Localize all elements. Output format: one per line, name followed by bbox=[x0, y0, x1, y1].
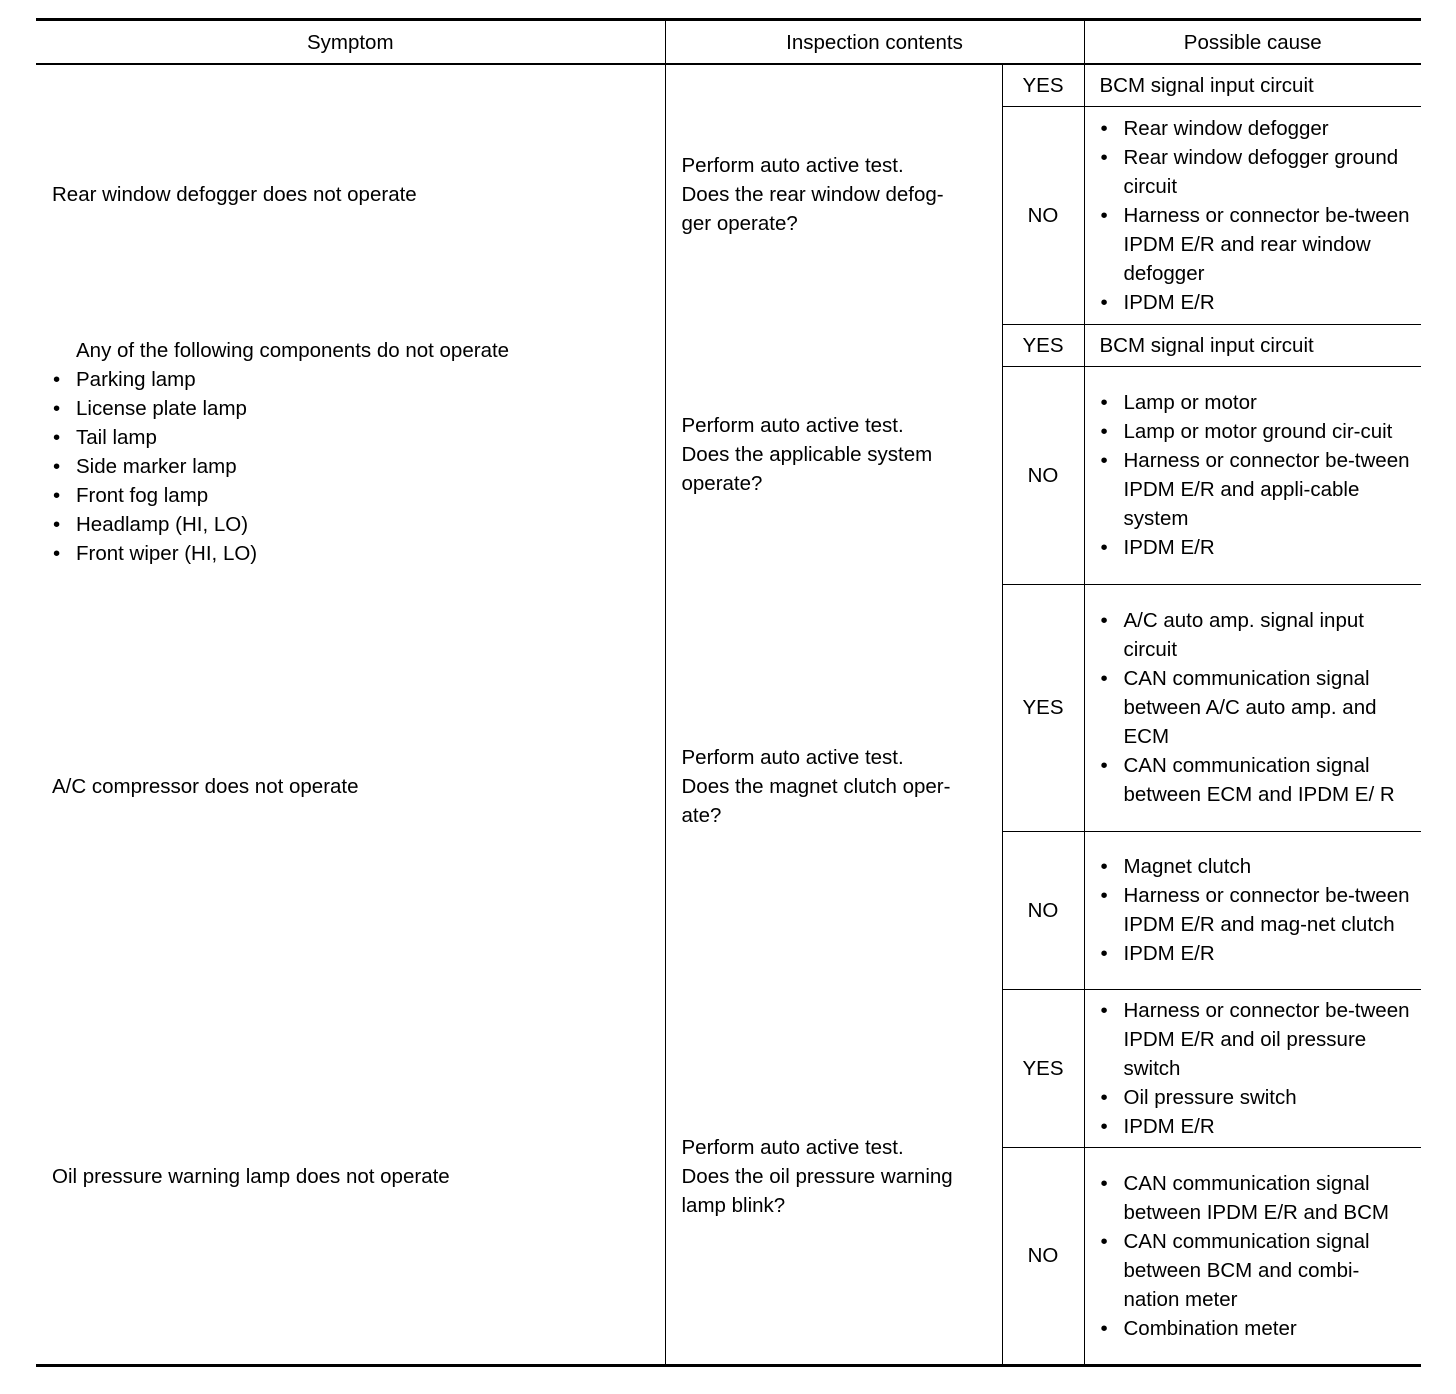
header-inspection: Inspection contents bbox=[665, 20, 1084, 65]
inspection-cell bbox=[665, 324, 1002, 584]
inspection-line: Perform auto active test. bbox=[681, 154, 904, 177]
table-row bbox=[36, 64, 1421, 106]
cause-item: • IPDM E/R bbox=[1100, 288, 1416, 317]
cause-item: • Rear window defogger ground circuit bbox=[1100, 143, 1416, 201]
table-row bbox=[36, 989, 1421, 1147]
inspection-line: operate? bbox=[681, 471, 763, 495]
cause-item: • Harness or connector be-tween IPDM E/R and oil pressure switch bbox=[1100, 996, 1416, 1083]
cause-item: • Harness or connector be-tween IPDM E/R and rear window defogger bbox=[1100, 201, 1416, 288]
cause-cell bbox=[1084, 989, 1421, 1147]
symptom-cell: Rear window defogger does not operate bbox=[36, 64, 665, 324]
inspection-line: Does the oil pressure warning bbox=[681, 1164, 953, 1188]
cause-cell bbox=[1084, 1147, 1421, 1365]
inspection-cell bbox=[665, 584, 1002, 989]
component-item: • Tail lamp bbox=[52, 423, 665, 452]
cause-item: • IPDM E/R bbox=[1100, 533, 1416, 562]
cause-item: • Rear window defogger bbox=[1100, 114, 1416, 143]
symptom-heading: Any of the following components do not operate bbox=[76, 339, 510, 362]
result-yes: YES bbox=[1002, 324, 1084, 366]
cause-item: • CAN communication signal between BCM and combi-nation meter bbox=[1100, 1227, 1416, 1314]
cause-item: • IPDM E/R bbox=[1100, 939, 1416, 968]
component-item: • Side marker lamp bbox=[52, 452, 665, 481]
component-item: • Headlamp (HI, LO) bbox=[52, 510, 665, 539]
inspection-cell bbox=[665, 64, 1002, 324]
cause-cell bbox=[1084, 106, 1421, 324]
component-item: • Parking lamp bbox=[52, 365, 665, 394]
header-cause: Possible cause bbox=[1084, 20, 1421, 65]
symptom-cell: A/C compressor does not operate bbox=[36, 584, 665, 989]
inspection-line: Does the rear window defog- bbox=[681, 183, 944, 206]
result-yes: YES bbox=[1002, 64, 1084, 106]
component-item: • License plate lamp bbox=[52, 394, 665, 423]
result-no: NO bbox=[1002, 831, 1084, 989]
result-no: NO bbox=[1002, 1147, 1084, 1365]
cause-item: • A/C auto amp. signal input circuit bbox=[1100, 606, 1416, 664]
cause-item: • Harness or connector be-tween IPDM E/R and mag-net clutch bbox=[1100, 881, 1416, 939]
symptom-cell bbox=[36, 324, 665, 584]
inspection-cell bbox=[665, 989, 1002, 1365]
result-no: NO bbox=[1002, 366, 1084, 584]
cause-cell: BCM signal input circuit bbox=[1084, 64, 1421, 106]
diagnosis-table bbox=[36, 18, 1421, 1367]
cause-item: • CAN communication signal between A/C auto amp. and ECM bbox=[1100, 664, 1416, 751]
header-row bbox=[36, 20, 1421, 65]
cause-cell: BCM signal input circuit bbox=[1084, 324, 1421, 366]
inspection-line: Perform auto active test. bbox=[681, 1135, 904, 1159]
cause-item: • IPDM E/R bbox=[1100, 1112, 1416, 1141]
component-item: • Front fog lamp bbox=[52, 481, 665, 510]
cause-cell bbox=[1084, 366, 1421, 584]
symptom-cell: Oil pressure warning lamp does not operate bbox=[36, 989, 665, 1365]
result-no: NO bbox=[1002, 106, 1084, 324]
inspection-line: ate? bbox=[681, 804, 722, 827]
inspection-line: Does the applicable system bbox=[681, 442, 933, 466]
table-row bbox=[36, 584, 1421, 831]
result-yes: YES bbox=[1002, 989, 1084, 1147]
cause-item: • CAN communication signal between IPDM E/R and BCM bbox=[1100, 1169, 1416, 1227]
cause-item: • Lamp or motor bbox=[1100, 388, 1416, 417]
table-row bbox=[36, 324, 1421, 366]
component-item: • Front wiper (HI, LO) bbox=[52, 539, 665, 568]
result-yes: YES bbox=[1002, 584, 1084, 831]
cause-item: • Oil pressure switch bbox=[1100, 1083, 1416, 1112]
cause-cell bbox=[1084, 831, 1421, 989]
header-symptom: Symptom bbox=[36, 20, 665, 65]
cause-item: • Combination meter bbox=[1100, 1314, 1416, 1343]
inspection-line: lamp blink? bbox=[681, 1193, 786, 1217]
cause-item: • Lamp or motor ground cir-cuit bbox=[1100, 417, 1416, 446]
inspection-line: Does the magnet clutch oper- bbox=[681, 775, 951, 798]
cause-item: • CAN communication signal between ECM and IPDM E/ R bbox=[1100, 751, 1416, 809]
inspection-line: ger operate? bbox=[681, 212, 798, 235]
cause-item: • Harness or connector be-tween IPDM E/R and appli-cable system bbox=[1100, 446, 1416, 533]
inspection-line: Perform auto active test. bbox=[681, 746, 904, 769]
cause-cell bbox=[1084, 584, 1421, 831]
inspection-line: Perform auto active test. bbox=[681, 413, 904, 437]
cause-item: • Magnet clutch bbox=[1100, 852, 1416, 881]
